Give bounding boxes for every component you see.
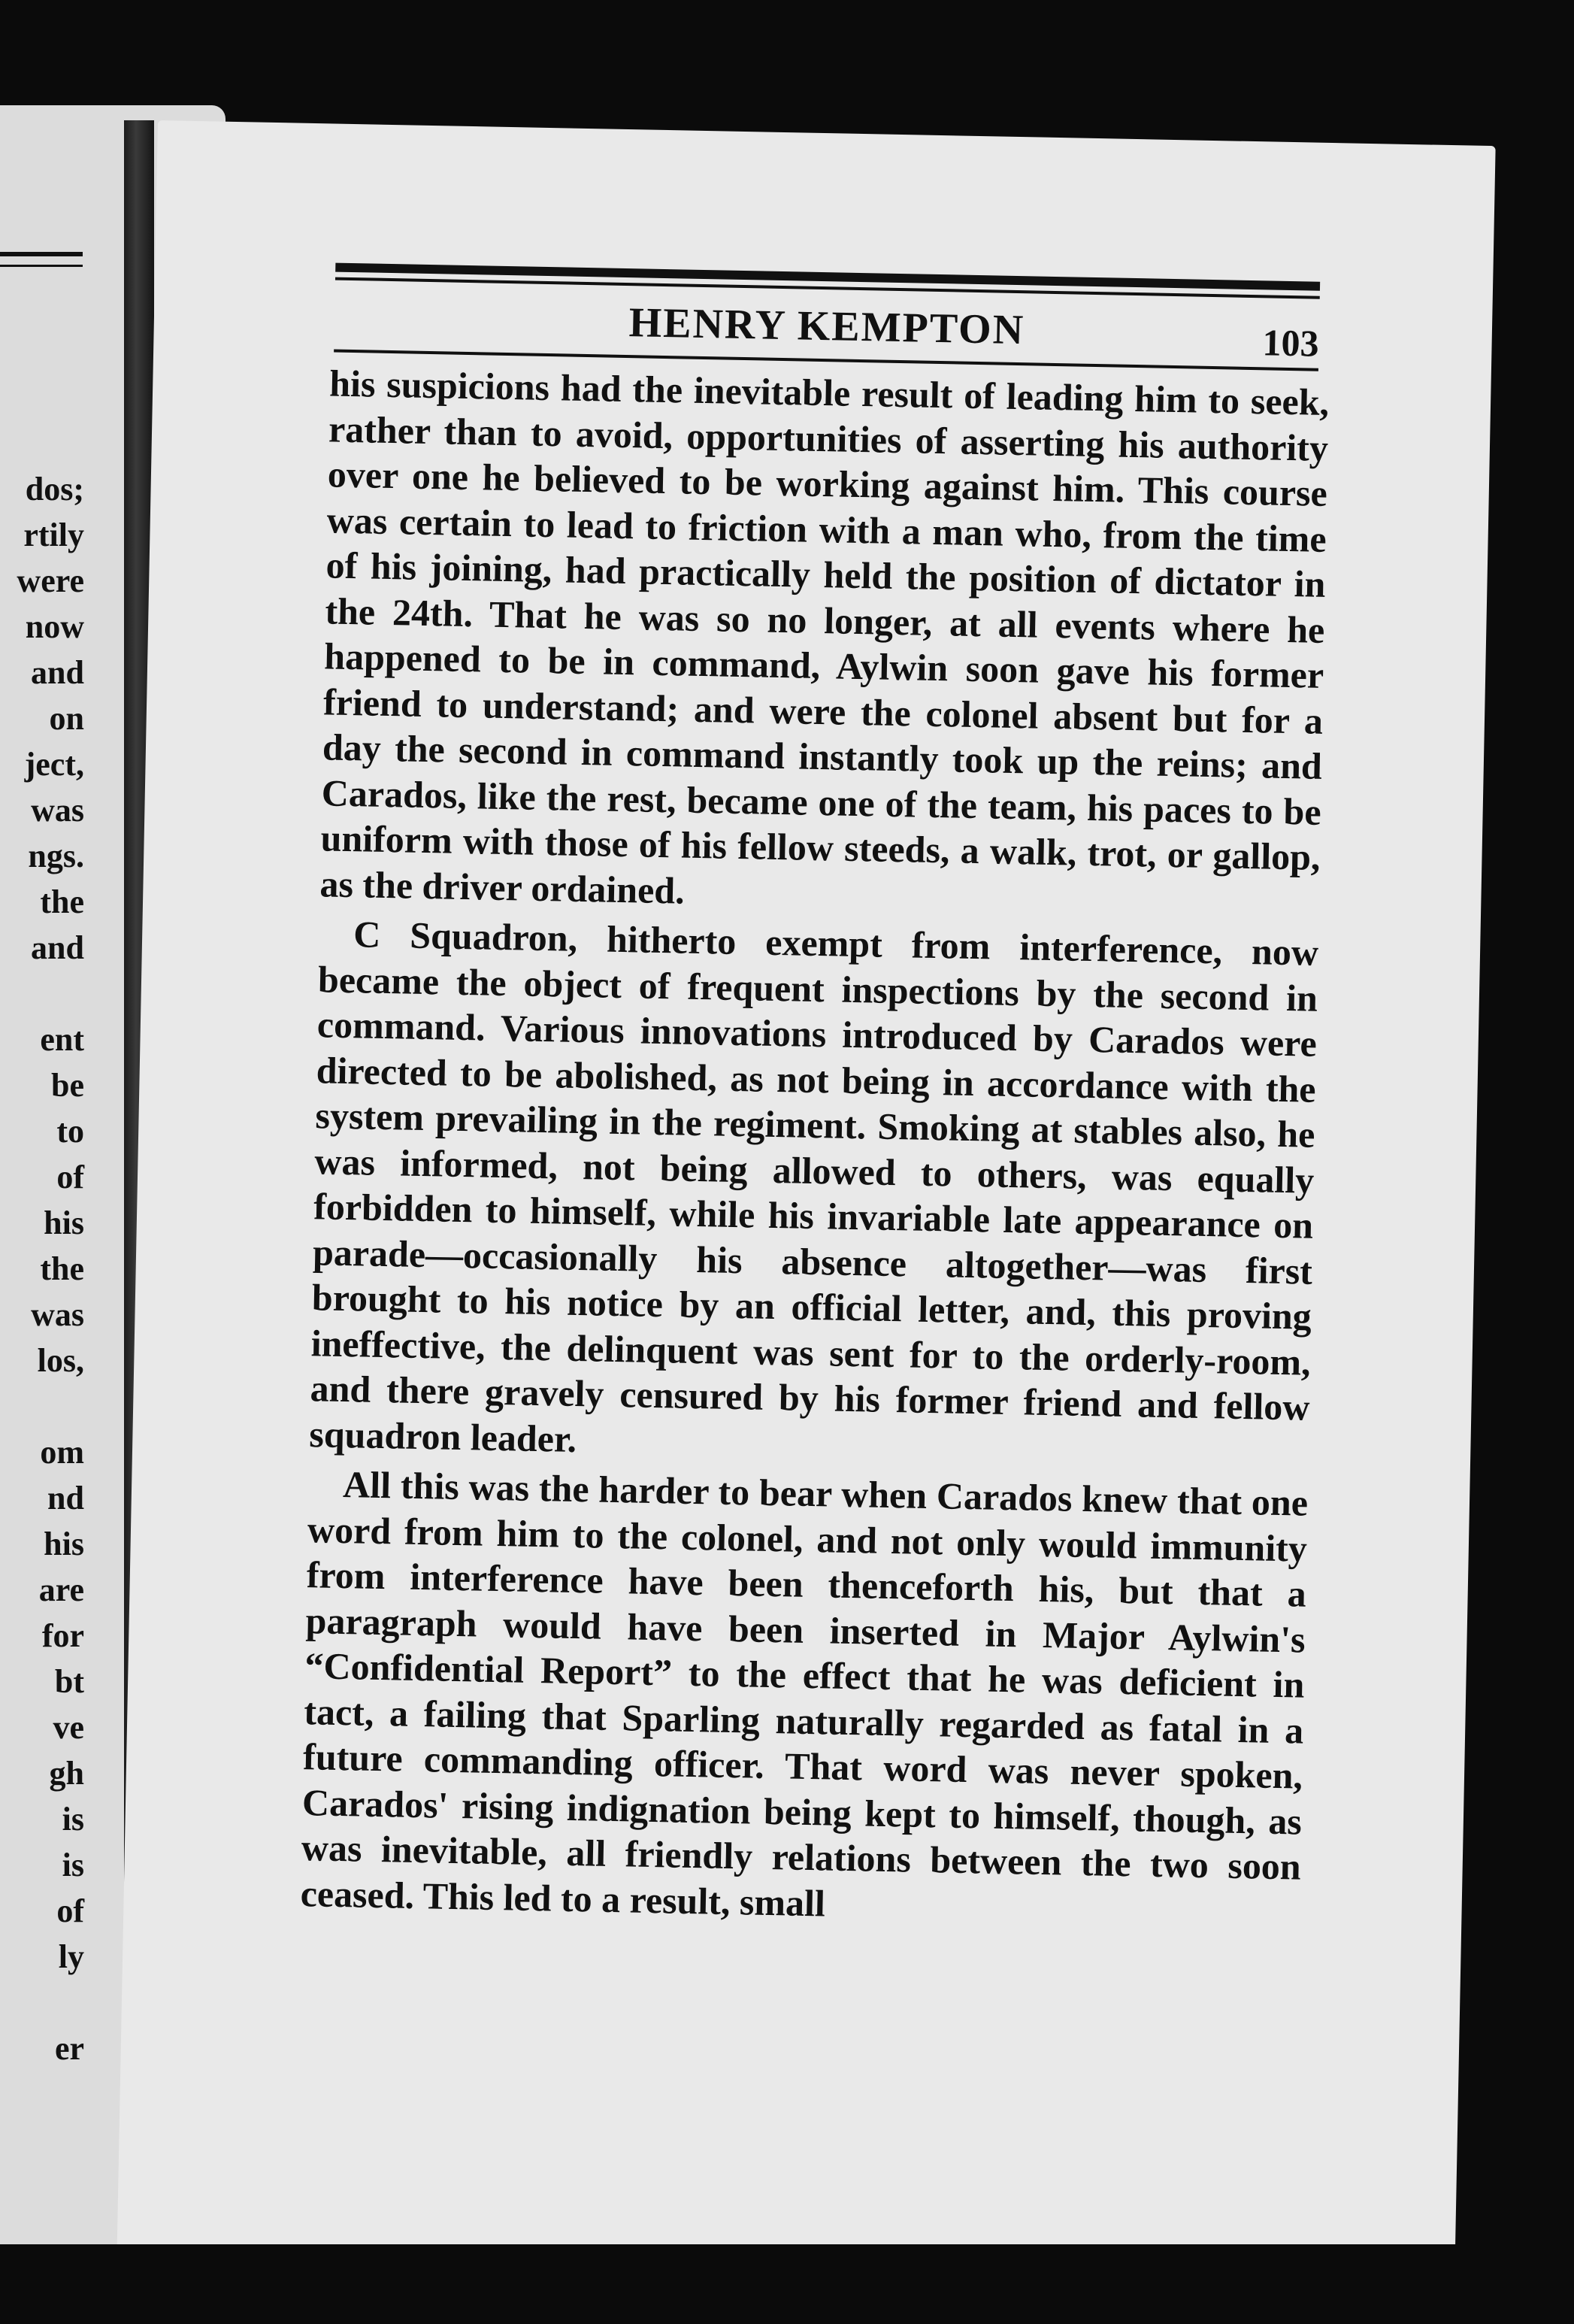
facing-page-line: for xyxy=(41,1617,84,1654)
body-text xyxy=(300,360,1329,1935)
facing-page-text-fragments xyxy=(17,466,84,2071)
facing-page-line: be xyxy=(51,1067,84,1104)
facing-page-line: dos; xyxy=(25,471,84,508)
book-page xyxy=(117,120,1496,2304)
facing-page-line xyxy=(17,1383,84,1429)
facing-page-line: was xyxy=(31,1296,84,1333)
facing-page-header-rule-thin xyxy=(0,265,83,267)
facing-page-line: bt xyxy=(54,1663,84,1700)
facing-page-line: is xyxy=(62,1847,84,1883)
facing-page-line: his xyxy=(44,1526,84,1562)
facing-page-line: of xyxy=(56,1892,84,1929)
facing-page-line: now xyxy=(25,608,84,645)
facing-page-line: ject, xyxy=(24,746,84,783)
facing-page-line: of xyxy=(56,1159,84,1195)
facing-page-line: los, xyxy=(37,1342,84,1379)
facing-page-header-rule xyxy=(0,252,83,256)
facing-page-line: nd xyxy=(47,1480,84,1517)
facing-page-line: and xyxy=(31,654,84,691)
facing-page-line: ngs. xyxy=(28,838,84,874)
facing-page-line: rtily xyxy=(23,517,84,553)
facing-page-line: are xyxy=(38,1571,84,1608)
facing-page-line: and xyxy=(31,929,84,966)
facing-page-line: his xyxy=(44,1204,84,1241)
facing-page-line xyxy=(17,1980,84,2026)
facing-page-line: the xyxy=(40,883,84,920)
facing-page-line: ent xyxy=(40,1021,84,1058)
facing-page-line: is xyxy=(62,1801,84,1838)
scan-border xyxy=(0,2244,1574,2324)
facing-page-line: gh xyxy=(49,1755,84,1792)
facing-page-line: er xyxy=(54,2030,84,2067)
facing-page-line xyxy=(17,971,84,1017)
paragraph: his suspicions had the inevitable result of leading him to seek, rather than to avoid, opportunities of asserting his authority over one he believed to be working against him. This course was certain to lead to friction with a man who, from the time of his joining, had practically held the position of dictator in the 24th. That he was so no longer, at all events where he happened to be in command, Aylwin soon gave his former friend to understand; and were the colonel absent but for a day the second in command instantly took up the reins; and Carados, like the rest, became one of the team, his paces to be uniform with those of his fellow steeds, a walk, trot, or gallop, as the driver ordained. xyxy=(319,362,1330,912)
running-head: HENRY KEMPTON xyxy=(628,299,1025,354)
facing-page-line: was xyxy=(31,792,84,829)
page-number: 103 xyxy=(1262,321,1320,365)
paragraph: C Squadron, hitherto exempt from interference, now became the object of frequent inspections by the second in command. Various innovations introduced by Carados were directed to be abolished, as not being in accordance with the system prevailing in the regiment. Smoking at stables also, he was informed, not being allowed to others, was equally forbidden to himself, while his invariable late appearance on parade—occasionally his absence altogether—was first brought to his notice by an official letter, and, this proving ineffective, the delinquent was sent for to the orderly-room, and there gravely censured by his former friend and fellow squadron leader. xyxy=(308,913,1319,1460)
facing-page-line: om xyxy=(40,1434,84,1471)
facing-page-line: on xyxy=(49,700,84,737)
paragraph: All this was the harder to bear when Carados knew that one word from him to the colonel, and not only would immunity from interference have been thenceforth his, but that a paragraph would have been inserted in Major Aylwin's “Confidential Report” to the effect that he was deficient in tact, a failing that Sparling naturally regarded as fatal in a future commanding officer. That word was never spoken, Carados' rising indignation being kept to himself, though, as was inevitable, all friendly relations between the two soon ceased. This led to a result, small xyxy=(300,1463,1309,1924)
facing-page-line: ve xyxy=(53,1709,84,1746)
facing-page-line: were xyxy=(17,562,84,599)
facing-page-line: the xyxy=(40,1250,84,1287)
facing-page-line: ly xyxy=(58,1938,84,1975)
facing-page-line: to xyxy=(56,1113,84,1150)
